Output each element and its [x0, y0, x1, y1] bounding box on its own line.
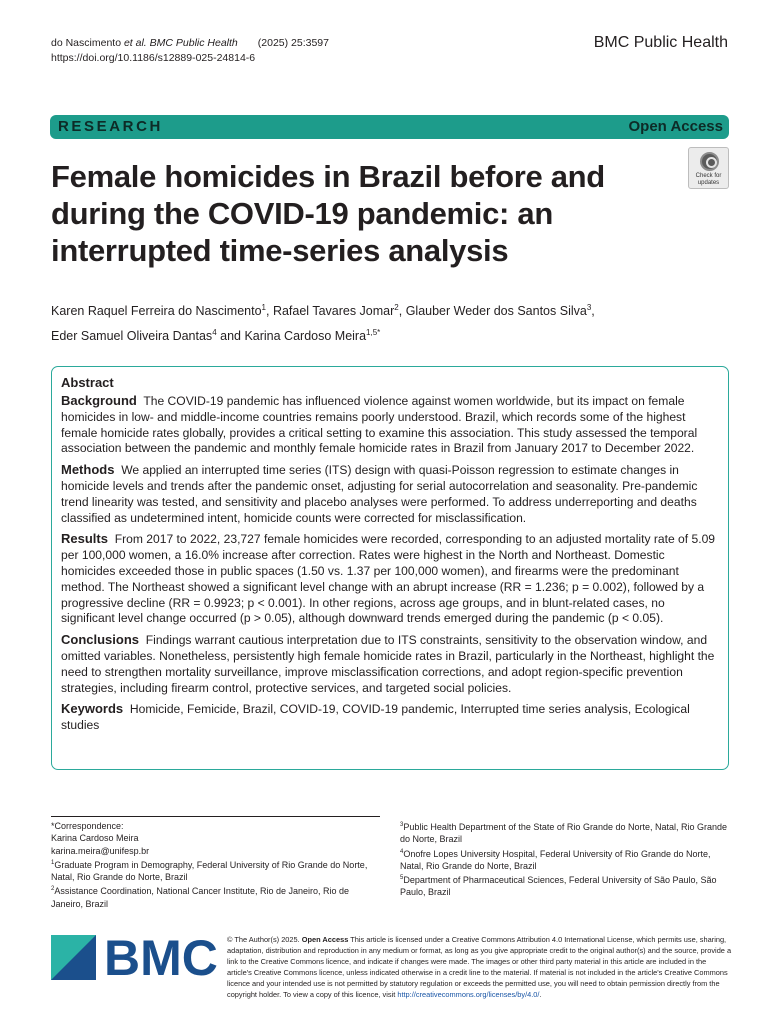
author-name: Karen Raquel Ferreira do Nascimento — [51, 304, 262, 319]
affiliations-right — [400, 819, 730, 899]
bookmark-icon — [700, 152, 719, 171]
author-affiliation: 2 — [394, 303, 399, 312]
correspondence-block — [51, 820, 371, 910]
abstract-background — [61, 393, 719, 457]
background-text: The COVID-19 pandemic has influenced violence against women worldwide, but its impact on female homicides in low- and middle-income countries remains poorly understood. Brazil, which records some of the highest female homicide rates globally, provides a critical setting to examine this association. This study assessed the temporal association between the pandemic and monthly female homicide rates in Brazil from January 2017 to December 2022. — [61, 394, 698, 456]
license-text: © The Author(s) 2025. Open Access This article is licensed under a Creative Commons Attribution 4.0 International License, which permits use, sharing, adaptation, distribution and reproduction in any medium or format, as long as you give appropriate credit to the original author(s) and the source, provide a link to the Creative Commons licence, and indicate if changes were made. The images or other third party material in this article are included in the article's Creative Commons licence, unless indicated otherwise in a credit line to the material. If material is not included in the article's Creative Commons licence and your intended use is not permitted by statutory regulation or exceeds the permitted use, you will need to obtain permission directly from the copyright holder. To view a copy of this licence, visit http://creativecommons.org/licenses/by/4.0/. — [227, 935, 732, 999]
abstract-keywords — [61, 701, 719, 734]
keywords-text: Homicide, Femicide, Brazil, COVID-19, COVID-19 pandemic, Interrupted time series analysis, Ecological studies — [61, 702, 690, 733]
background-label: Background — [61, 393, 137, 408]
journal-name: BMC Public Health — [593, 34, 728, 51]
author-list: Karen Raquel Ferreira do Nascimento$^1$, Rafael Tavares Jomar$^2$, Glauber Weder dos Santos Silva$^3$, Eder Samuel Oliveira Dantas$^4$ and Karina Cardoso Meira$^{1,5*}$ — [51, 303, 595, 344]
abstract-box — [51, 366, 729, 770]
check-for-updates-button[interactable] — [688, 147, 729, 189]
affiliation-item: $^2$Assistance Coordination, National Cancer Institute, Rio de Janeiro, Rio de Janeiro, Brazil — [51, 886, 350, 909]
author-affiliation: 1,5* — [366, 328, 381, 338]
license-link[interactable]: http://creativecommons.org/licenses/by/4.0/ — [397, 989, 540, 999]
article-type-band — [50, 115, 729, 139]
abstract-heading: Abstract — [61, 375, 114, 390]
results-label: Results — [61, 531, 108, 547]
abstract-results — [61, 531, 719, 627]
author-and: and — [216, 329, 245, 344]
bmc-logo-triangle — [51, 935, 96, 980]
citation-authors: do Nascimento — [51, 37, 124, 49]
author-name: Glauber Weder dos Santos Silva — [405, 304, 587, 319]
citation-line — [51, 36, 329, 51]
affiliation-item: $^3$Public Health Department of the State of Rio Grande do Norte, Natal, Rio Grande do Norte, Brazil — [400, 822, 728, 845]
check-for-updates-label: Check for updates — [695, 173, 722, 186]
author-name: Eder Samuel Oliveira Dantas — [51, 329, 213, 344]
author-name: Karina Cardoso Meira — [244, 329, 367, 344]
citation-year: (2025) 25:3597 — [257, 37, 329, 49]
citation-journal: et al. BMC Public Health — [123, 37, 238, 49]
article-type-label: RESEARCH — [58, 118, 163, 135]
license-open-access: Open Access — [301, 935, 349, 944]
running-header — [51, 36, 329, 66]
bmc-logo — [51, 930, 218, 986]
correspondence-label: *Correspondence: — [51, 821, 124, 831]
doi-link[interactable]: https://doi.org/10.1186/s12889-025-24814-6 — [51, 52, 256, 64]
article-title: Female homicides in Brazil before and during the COVID-19 pandemic: an interrupted time-series analysis — [51, 159, 605, 268]
methods-text: We applied an interrupted time series (ITS) design with quasi-Poisson regression to estimate changes in homicide levels and trends after the pandemic onset, adjusting for serial autocorrelation and seasonality. Pre-pandemic trend linearity was tested, and sensitivity and placebo analyses were performed. To address underreporting and deaths classified as undetermined intent, homicide counts were corrected for misclassification. — [61, 463, 698, 525]
author-name: Rafael Tavares Jomar — [272, 304, 395, 319]
methods-label: Methods — [61, 462, 115, 478]
open-access-label: Open Access — [628, 118, 723, 135]
author-affiliation: 3 — [586, 303, 592, 312]
correspondent-name: Karina Cardoso Meira — [51, 833, 139, 844]
affiliation-item: $^4$Onofre Lopes University Hospital, Federal University of Rio Grande do Norte, Natal, Rio Grande do Norte, Brazil — [400, 848, 711, 871]
affiliation-item: $^1$Graduate Program in Demography, Federal University of Rio Grande do Norte, Natal, Rio Grande do Norte, Brazil — [51, 859, 368, 883]
conclusions-text: Findings warrant cautious interpretation due to ITS constraints, sensitivity to the observation window, and omitted variables. Nonetheless, persistently high female homicide rates in Brazil, particularly in the Northeast, highlight the need to strengthen mortality surveillance, improve misclassification corrections, and adopt region-specific prevention strategies, including firearm control, protective services, and targeted social policies. — [61, 633, 715, 695]
abstract-conclusions — [61, 632, 719, 696]
affiliation-item: $^5$Department of Pharmaceutical Sciences, Federal University of São Paulo, São Paulo, Brazil — [400, 875, 717, 898]
author-affiliation: 1 — [261, 303, 266, 312]
footnote-divider — [51, 816, 380, 817]
bmc-logo-text: BMC — [104, 930, 218, 986]
keywords-label: Keywords — [61, 701, 124, 717]
abstract-methods — [61, 462, 719, 526]
author-affiliation: 4 — [212, 328, 217, 338]
results-text: From 2017 to 2022, 23,727 female homicides were recorded, corresponding to an adjusted mortality rate of 5.09 per 100,000 women, a 16.0% increase after correction. Rates were highest in the North and Northeast. Domestic homicides exceeded those in public spaces (1.50 vs. 1.37 per 100,000 women), and firearms were the predominant method. The Northeast showed a significant level change with an abrupt increase (RR = 1.236; p = 0.002), followed by a progressive decline (RR = 0.9923; p < 0.001). In other regions, across age groups, and in blunt-related cases, no significant level change occurred (p > 0.05), although downward trends emerged during the pandemic (p < 0.05). — [61, 532, 716, 626]
conclusions-label: Conclusions — [61, 632, 140, 648]
correspondent-email[interactable]: karina.meira@unifesp.br — [51, 845, 150, 856]
